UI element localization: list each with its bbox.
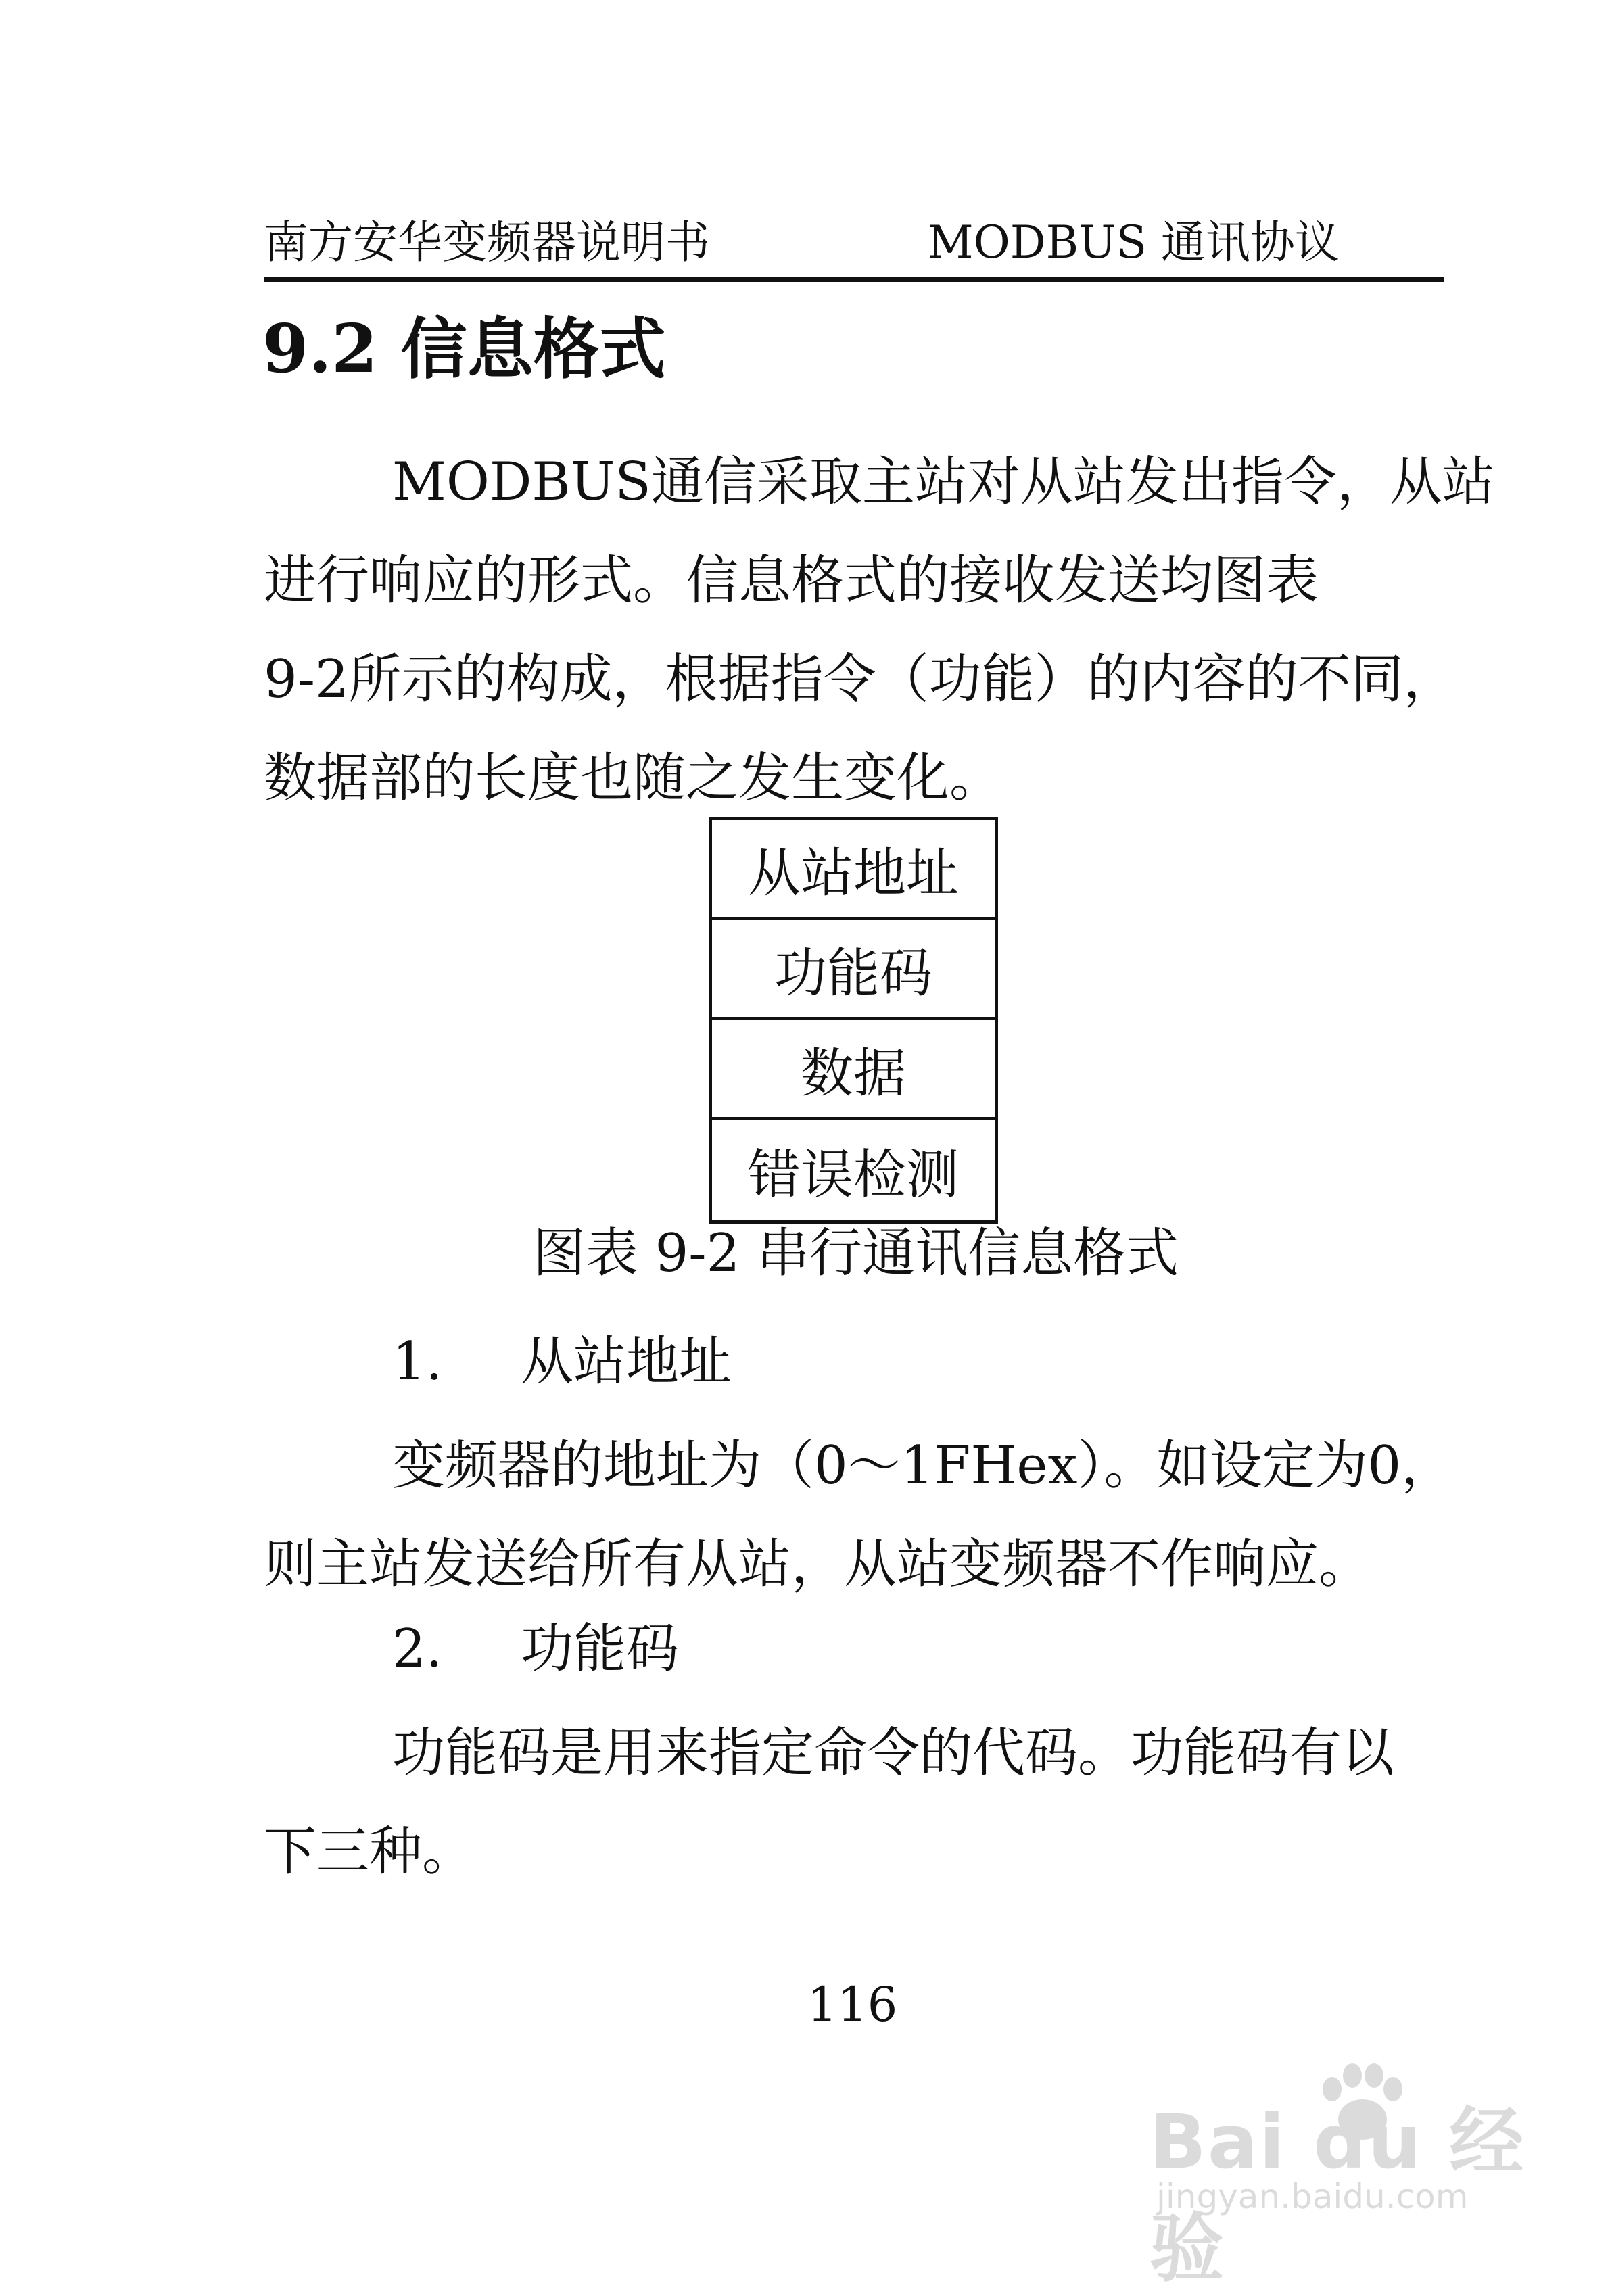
frame-row-slave-address: 从站地址: [712, 820, 995, 920]
paragraph-line: 功能码是用来指定命令的代码。功能码有以: [392, 1723, 1395, 1784]
item-number: 2.: [392, 1619, 443, 1679]
frame-row-error-check: 错误检测: [747, 1145, 959, 1205]
page-header: [264, 203, 1444, 282]
item-number: 1.: [392, 1331, 443, 1392]
paragraph-line: 变频器的地址为（0～1FHex）。如设定为0，: [392, 1435, 1454, 1496]
baidu-jingyan-watermark: [1150, 2062, 1528, 2292]
watermark-brand: Bai du 经验: [1150, 2099, 1525, 2292]
section-title: 9.2 信息格式: [262, 310, 666, 388]
item-title: 从站地址: [521, 1331, 732, 1392]
page-number: 116: [807, 1977, 898, 2032]
item-heading-function-code: [392, 1619, 680, 1679]
intro-line: 9-2所示的构成，根据指令（功能）的内容的不同，: [264, 649, 1457, 710]
intro-paragraph: [264, 433, 1495, 828]
function-code-paragraph: [264, 1704, 1454, 1901]
intro-line: 进行响应的形式。信息格式的接收发送均图表: [264, 550, 1319, 611]
slave-address-paragraph: [264, 1416, 1454, 1614]
item-heading-slave-address: [392, 1331, 732, 1392]
frame-row-function-code: 功能码: [712, 920, 995, 1020]
paragraph-line: 下三种。: [264, 1821, 475, 1882]
header-manual-title: 南方安华变频器说明书: [264, 216, 710, 268]
paragraph-line: 则主站发送给所有从站，从站变频器不作响应。: [264, 1534, 1372, 1595]
intro-line: MODBUS通信采取主站对从站发出指令，从站: [392, 452, 1495, 512]
frame-row-data: 数据: [712, 1020, 995, 1120]
item-title: 功能码: [521, 1619, 680, 1679]
watermark-url: jingyan.baidu.com: [1156, 2177, 1469, 2216]
intro-line: 数据部的长度也随之发生变化。: [264, 748, 1003, 809]
header-chapter-title: MODBUS 通讯协议: [928, 216, 1340, 268]
message-frame-table: [709, 817, 998, 1224]
figure-caption: 图表 9-2 串行通讯信息格式: [532, 1223, 1179, 1284]
